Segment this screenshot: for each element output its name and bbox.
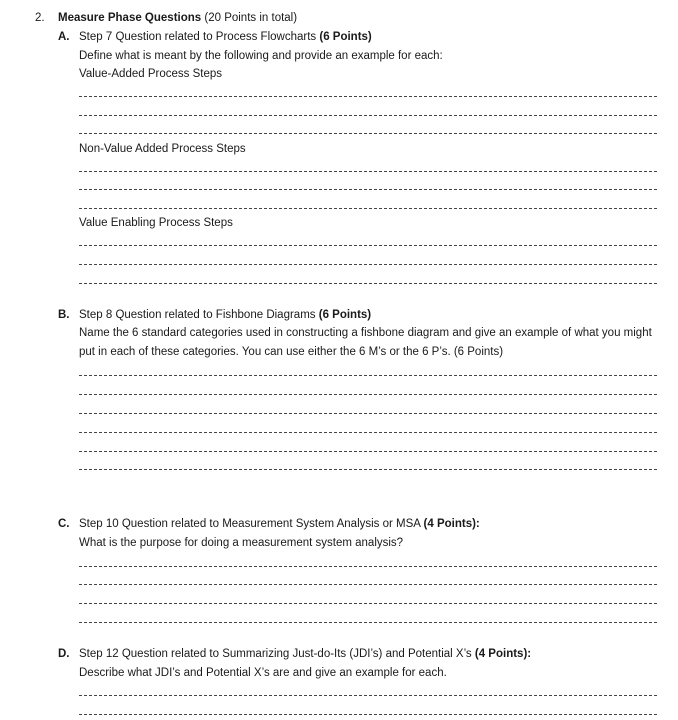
answer-line[interactable] [79,283,657,284]
answer-line[interactable] [79,584,657,585]
question-title [58,12,297,24]
answer-line[interactable] [79,714,657,715]
answer-line[interactable] [79,115,657,116]
section-a-item-non-value-added: Non-Value Added Process Steps [79,143,246,155]
section-c-heading-text: Step 10 Question related to Measurement System Analysis or MSA [79,518,421,530]
answer-line[interactable] [79,394,657,395]
section-c-letter: C. [58,518,70,530]
section-d-prompt: Describe what JDI’s and Potential X’s are and give an example for each. [79,667,447,679]
section-b-points: (6 Points) [318,309,372,321]
answer-line[interactable] [79,133,657,134]
section-b-heading-text: Step 8 Question related to Fishbone Diagrams [79,309,316,321]
section-a-item-value-added: Value-Added Process Steps [79,68,222,80]
answer-line[interactable] [79,566,657,567]
section-b-prompt: Name the 6 standard categories used in constructing a fishbone diagram and give an example of what you might put in each of these categories. You can use either the 6 M’s or the 6 P’s. (6 Points) [79,327,652,358]
question-points-note: (20 Points in total) [204,12,298,24]
answer-line[interactable] [79,469,657,470]
answer-line[interactable] [79,245,657,246]
section-a-heading-text: Step 7 Question related to Process Flowcharts [79,31,317,43]
section-a-prompt: Define what is meant by the following and provide an example for each: [79,50,443,62]
section-b-letter: B. [58,309,70,321]
section-a-item-value-enabling: Value Enabling Process Steps [79,217,233,229]
answer-line[interactable] [79,189,657,190]
answer-line[interactable] [79,695,657,696]
question-number: 2. [35,12,45,24]
answer-line[interactable] [79,375,657,376]
section-d-letter: D. [58,648,70,660]
section-d-points: (4 Points): [474,648,532,660]
section-c-points: (4 Points): [423,518,480,530]
answer-line[interactable] [79,432,657,433]
section-c-prompt: What is the purpose for doing a measurement system analysis? [79,537,404,549]
section-c-heading [79,518,480,530]
section-b-heading [79,309,371,321]
section-a-points: (6 Points) [319,31,372,43]
answer-line[interactable] [79,264,657,265]
answer-line[interactable] [79,96,657,97]
answer-line[interactable] [79,208,657,209]
section-d-heading-text: Step 12 Question related to Summarizing Just-do-Its (JDI’s) and Potential X’s [79,648,472,660]
answer-line[interactable] [79,451,657,452]
answer-line[interactable] [79,171,657,172]
answer-line[interactable] [79,603,657,604]
section-a-letter: A. [58,31,70,43]
answer-line[interactable] [79,413,657,414]
answer-line[interactable] [79,622,657,623]
section-d-heading [79,648,531,660]
question-title-text: Measure Phase Questions [58,12,202,24]
section-a-heading [79,31,372,43]
